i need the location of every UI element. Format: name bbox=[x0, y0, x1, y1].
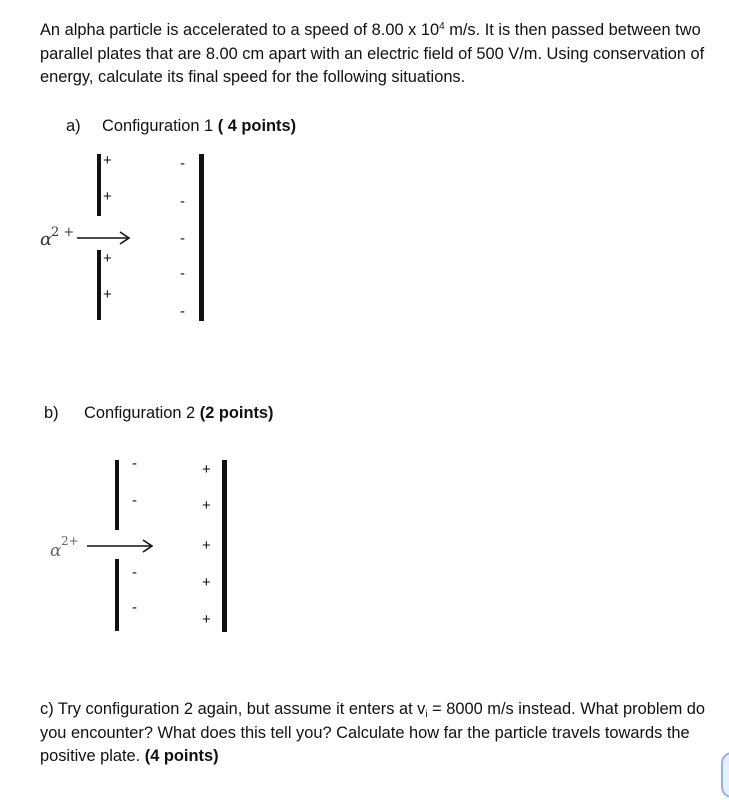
alpha-charge: 2 + bbox=[51, 225, 75, 240]
minus-sign: - bbox=[132, 455, 137, 472]
part-c-points: (4 points) bbox=[144, 747, 219, 765]
configuration-1-diagram bbox=[30, 148, 220, 326]
initial-subscript: i bbox=[425, 709, 428, 720]
minus-sign: - bbox=[132, 564, 137, 581]
right-plate bbox=[222, 460, 227, 632]
part-b-heading bbox=[44, 403, 273, 423]
part-a-letter: a) bbox=[66, 117, 81, 135]
left-plate-lower bbox=[115, 559, 119, 631]
exponent: 4 bbox=[439, 21, 445, 32]
problem-statement: An alpha particle is accelerated to a speed of 8.00 x $10^4$ m/s. It is then passed between two parallel plates that are 8.00 cm apart with an electric field of 500 V/m. Using conservation of energy, calculate its final speed for the following situations. bbox=[40, 21, 705, 86]
minus-sign: - bbox=[132, 492, 137, 509]
part-b-points: (2 points) bbox=[199, 404, 274, 422]
plus-sign: + bbox=[103, 188, 112, 205]
configuration-2-diagram bbox=[40, 452, 240, 637]
minus-sign: - bbox=[180, 155, 185, 172]
minus-sign: - bbox=[180, 265, 185, 282]
part-b-title: Configuration 2 bbox=[84, 404, 200, 422]
left-plate-upper bbox=[115, 460, 119, 530]
part-b-letter: b) bbox=[44, 404, 59, 422]
part-a-heading bbox=[66, 116, 296, 136]
minus-sign: - bbox=[180, 193, 185, 210]
side-panel-toggle[interactable] bbox=[721, 752, 729, 798]
left-plate-lower bbox=[97, 250, 101, 320]
part-a-points: ( 4 points) bbox=[217, 117, 297, 135]
plus-sign: + bbox=[103, 250, 112, 267]
alpha-charge: 2+ bbox=[61, 534, 79, 548]
alpha-symbol: α bbox=[40, 229, 53, 250]
right-plate bbox=[199, 154, 204, 321]
plus-sign: + bbox=[202, 497, 211, 514]
plus-sign: + bbox=[202, 574, 211, 591]
part-c-question: c) Try configuration 2 again, but assume it enters at $v_i = 8000$ m/s instead. What problem do you encounter? What does this tell you? Calculate how far the particle travels towards the positive plate. (4 points) bbox=[40, 700, 706, 765]
minus-sign: - bbox=[132, 599, 137, 616]
part-a-title: Configuration 1 bbox=[102, 117, 218, 135]
left-plate-upper bbox=[97, 154, 101, 216]
plus-sign: + bbox=[202, 537, 211, 554]
plus-sign: + bbox=[202, 611, 211, 628]
plus-sign: + bbox=[103, 286, 112, 303]
plus-sign: + bbox=[103, 152, 112, 169]
alpha-symbol: α bbox=[50, 541, 62, 561]
minus-sign: - bbox=[180, 303, 185, 320]
minus-sign: - bbox=[180, 230, 185, 247]
plus-sign: + bbox=[202, 461, 211, 478]
